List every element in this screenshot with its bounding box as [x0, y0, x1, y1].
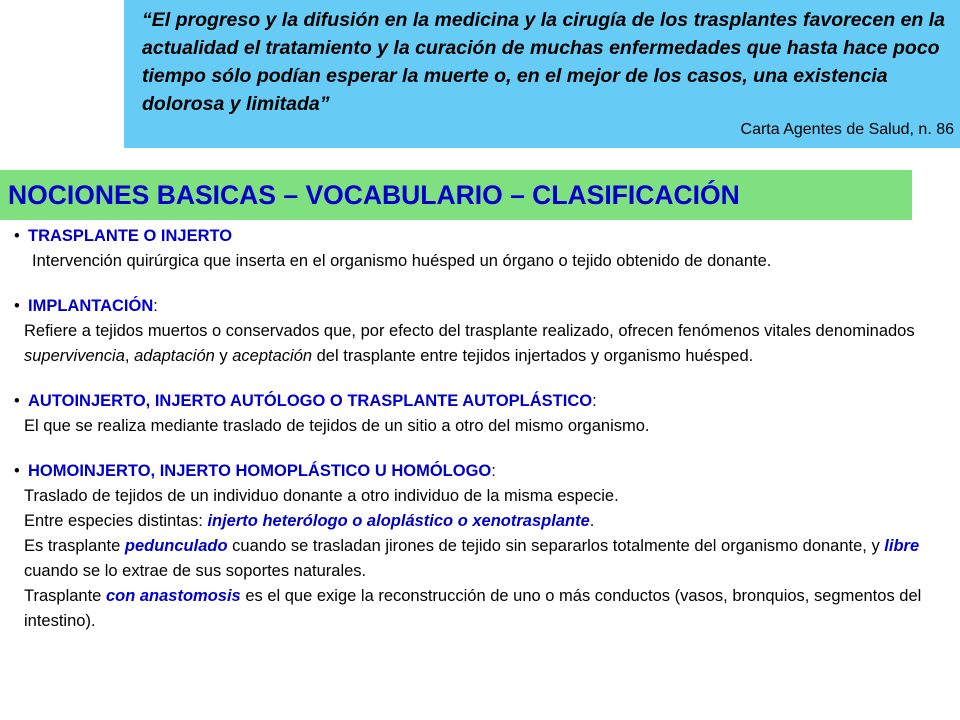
term-supervivencia: supervivencia	[24, 347, 125, 365]
text: cuando se lo extrae de sus soportes naturales.	[24, 562, 367, 580]
bullet: •	[14, 462, 20, 480]
title-bar	[0, 170, 912, 220]
quote-source: Carta Agentes de Salud, n. 86	[740, 121, 954, 138]
page-title: NOCIONES BASICAS – VOCABULARIO – CLASIFICACIÓN	[8, 180, 740, 210]
bullet: •	[14, 227, 20, 245]
definition-trasplante: Intervención quirúrgica que inserta en el organismo huésped un órgano o tejido obtenido de donante.	[32, 252, 772, 270]
section-trasplante	[14, 224, 944, 274]
text: Entre especies distintas:	[24, 512, 208, 530]
bullet: •	[14, 297, 20, 315]
colon: :	[491, 462, 496, 480]
section-autoinjerto	[14, 389, 944, 439]
comma: ,	[124, 347, 135, 365]
term-implantacion: IMPLANTACIÓN	[28, 297, 154, 315]
section-implantacion	[14, 294, 944, 369]
highlight-heterologo: injerto heterólogo o aloplástico o xenotrasplante	[207, 512, 590, 530]
content	[14, 224, 944, 654]
colon: :	[592, 392, 597, 410]
conjunction: y	[214, 347, 233, 365]
definition-homoinjerto-line3	[14, 534, 944, 584]
definition-implantacion	[14, 319, 944, 369]
term-trasplante: TRASPLANTE O INJERTO	[28, 227, 233, 245]
text: Es trasplante	[24, 537, 125, 555]
highlight-pedunculado: pedunculado	[124, 537, 228, 555]
term-homoinjerto: HOMOINJERTO, INJERTO HOMOPLÁSTICO U HOMÓLOGO	[28, 462, 492, 480]
definition-homoinjerto-line4	[14, 584, 944, 634]
definition-homoinjerto-line2	[14, 509, 944, 534]
highlight-anastomosis: con anastomosis	[105, 587, 241, 605]
highlight-libre: libre	[884, 537, 920, 555]
term-aceptacion: aceptación	[232, 347, 313, 365]
term-autoinjerto: AUTOINJERTO, INJERTO AUTÓLOGO O TRASPLANTE AUTOPLÁSTICO	[28, 392, 593, 410]
definition-homoinjerto-line1: Traslado de tejidos de un individuo donante a otro individuo de la misma especie.	[24, 487, 619, 505]
quote-text: “El progreso y la difusión en la medicina y la cirugía de los trasplantes favorecen en la actualidad el tratamiento y la curación de muchas enfermedades que hasta hace poco tiempo sólo podían esperar la muerte o, en el mejor de los casos, una existencia dolorosa y limitada”	[142, 9, 946, 115]
term-adaptacion: adaptación	[134, 347, 215, 365]
colon: :	[153, 297, 158, 315]
text: Trasplante	[24, 587, 106, 605]
def-part: del trasplante entre tejidos injertados y organismo huésped.	[312, 347, 754, 365]
text: es el que exige la reconstrucción de uno o más conductos (vasos, bronquios, segmentos del intestino).	[24, 587, 922, 630]
bullet: •	[14, 392, 20, 410]
definition-autoinjerto: El que se realiza mediante traslado de tejidos de un sitio a otro del mismo organismo.	[24, 417, 650, 435]
text: .	[589, 512, 595, 530]
section-homoinjerto	[14, 459, 944, 634]
text: cuando se trasladan jirones de tejido sin separarlos totalmente del organismo donante, y	[227, 537, 885, 555]
quote-box	[124, 0, 960, 148]
def-part: Refiere a tejidos muertos o conservados que, por efecto del trasplante realizado, ofrecen fenómenos vitales denominados	[24, 322, 915, 340]
